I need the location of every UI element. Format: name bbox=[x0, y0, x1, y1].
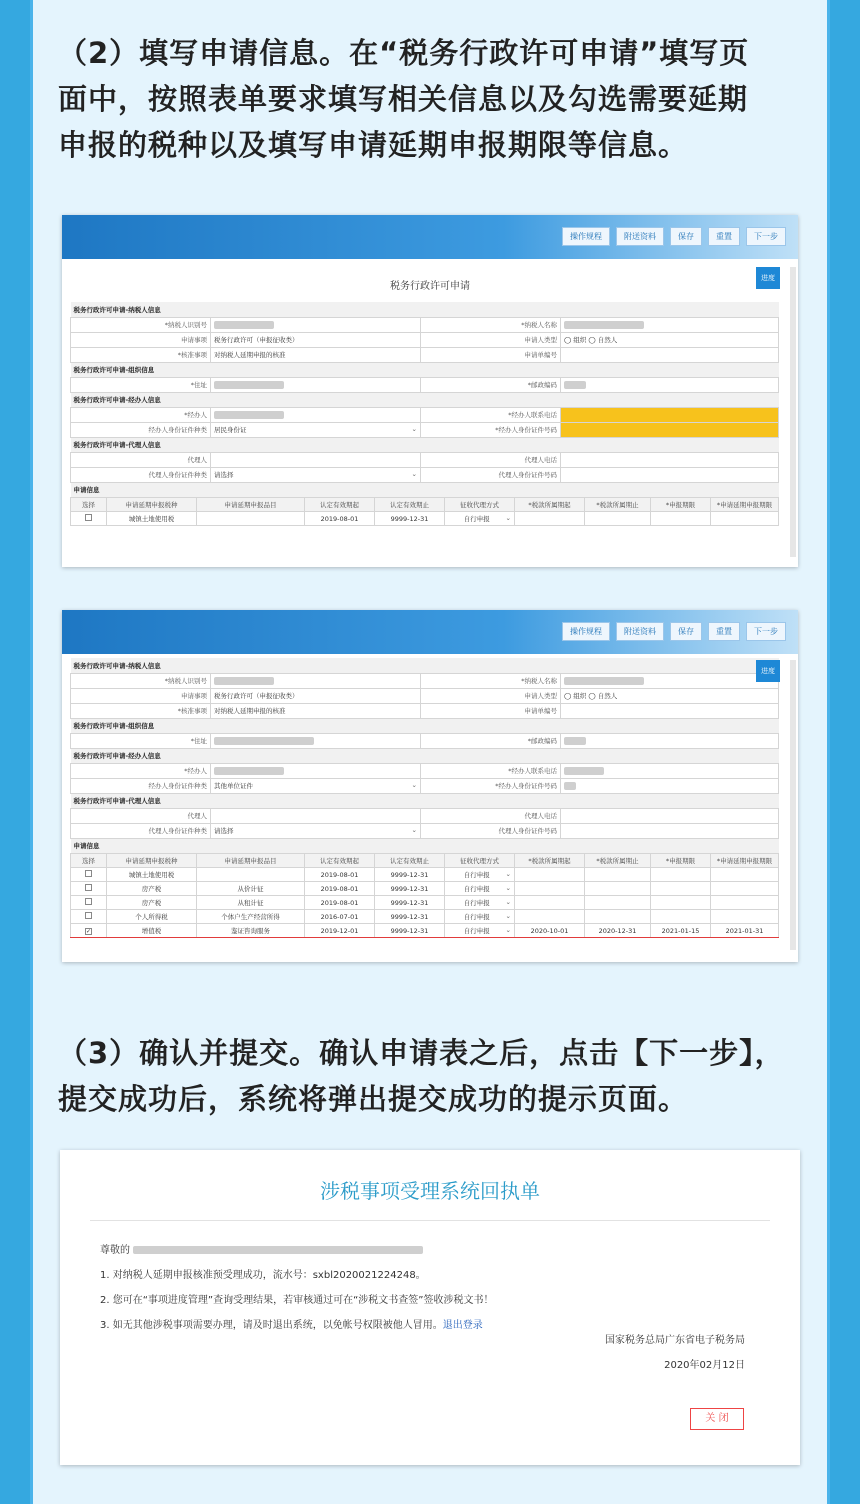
receipt-sign bbox=[605, 1328, 745, 1378]
receipt-greeting-row bbox=[100, 1238, 493, 1263]
table-cell: 2021-01-15 bbox=[651, 924, 711, 938]
proxy-field[interactable] bbox=[211, 808, 421, 823]
applicant-type-label: 申请人类型 bbox=[421, 332, 561, 347]
table-cell bbox=[651, 512, 711, 526]
col-header: 征收代理方式 bbox=[445, 854, 515, 868]
table-cell[interactable]: 自行申报 ⌄ bbox=[445, 868, 515, 882]
agent-id-type-label: 经办人身份证件种类 bbox=[71, 422, 211, 437]
step3-line2: 提交成功后，系统将弹出提交成功的提示页面。 bbox=[58, 1082, 689, 1116]
table-cell: 城镇土地使用税 bbox=[107, 512, 197, 526]
col-header: 征收代理方式 bbox=[445, 498, 515, 512]
address-field[interactable] bbox=[211, 377, 421, 392]
receipt-divider bbox=[90, 1220, 770, 1221]
address-label: *住址 bbox=[71, 377, 211, 392]
taxpayer-name-field[interactable] bbox=[561, 673, 779, 688]
agent-phone-label: *经办人联系电话 bbox=[421, 407, 561, 422]
table-cell: 2020-10-01 bbox=[515, 924, 585, 938]
proxy-phone-label: 代理人电话 bbox=[421, 452, 561, 467]
col-header: 认定有效期止 bbox=[375, 498, 445, 512]
section-proxy: 税务行政许可申请-代理人信息 bbox=[71, 793, 779, 808]
table-cell bbox=[651, 896, 711, 910]
table-cell bbox=[711, 512, 779, 526]
table-cell bbox=[585, 910, 651, 924]
col-header: *税款所属期止 bbox=[585, 854, 651, 868]
agent-phone-label: *经办人联系电话 bbox=[421, 763, 561, 778]
table-row bbox=[71, 512, 779, 526]
receipt-title: 涉税事项受理系统回执单 bbox=[320, 1179, 540, 1203]
table-cell bbox=[651, 882, 711, 896]
proxy-phone-label: 代理人电话 bbox=[421, 808, 561, 823]
table-row bbox=[71, 910, 779, 924]
proxy-id-type-label: 代理人身份证件种类 bbox=[71, 467, 211, 482]
radio-org-label: 组织 bbox=[573, 336, 587, 344]
step2-line3: 申报的税种以及填写申请延期申报期限等信息。 bbox=[58, 128, 689, 162]
agent-id-no-label: *经办人身份证件号码 bbox=[421, 778, 561, 793]
radio-natural-label: 自然人 bbox=[597, 692, 618, 700]
table-cell: 9999-12-31 bbox=[375, 882, 445, 896]
proxy-id-type-select[interactable]: 请选择 ⌄ bbox=[211, 467, 421, 482]
proxy-id-no-label: 代理人身份证件号码 bbox=[421, 823, 561, 838]
table-cell: 个体户生产经营所得 bbox=[197, 910, 305, 924]
apply-no-field bbox=[561, 703, 779, 718]
section-org: 税务行政许可申请-组织信息 bbox=[71, 718, 779, 733]
apply-no-label: 申请单编号 bbox=[421, 347, 561, 362]
row-checkbox[interactable] bbox=[71, 882, 107, 896]
row-checkbox[interactable] bbox=[71, 924, 107, 938]
table-cell: 2019-08-01 bbox=[305, 512, 375, 526]
section-apply: 申请信息 bbox=[71, 838, 779, 853]
col-header: *申报期限 bbox=[651, 854, 711, 868]
progress-button[interactable]: 进度 bbox=[756, 660, 780, 682]
table-row bbox=[71, 924, 779, 938]
receipt-body bbox=[100, 1238, 493, 1338]
agent-phone-field[interactable] bbox=[561, 763, 779, 778]
checkbox[interactable] bbox=[85, 912, 92, 919]
row-checkbox[interactable] bbox=[71, 512, 107, 526]
section-org: 税务行政许可申请-组织信息 bbox=[71, 362, 779, 377]
save-button[interactable]: 保存 bbox=[670, 227, 702, 246]
scrollbar[interactable] bbox=[790, 660, 796, 950]
approve-item-label: *核准事项 bbox=[71, 347, 211, 362]
taxpayer-name-label: *纳税人名称 bbox=[421, 317, 561, 332]
table-cell: 增值税 bbox=[107, 924, 197, 938]
agent-id-type-select[interactable]: 居民身份证 ⌄ bbox=[211, 422, 421, 437]
col-header: 认定有效期起 bbox=[305, 498, 375, 512]
proxy-label: 代理人 bbox=[71, 808, 211, 823]
table-cell bbox=[515, 910, 585, 924]
taxpayer-id-field[interactable] bbox=[211, 673, 421, 688]
table-cell: 9999-12-31 bbox=[375, 910, 445, 924]
col-header: *税款所属期止 bbox=[585, 498, 651, 512]
table-cell[interactable]: 自行申报 ⌄ bbox=[445, 910, 515, 924]
process-button[interactable]: 操作规程 bbox=[562, 227, 610, 246]
form-title: 税务行政许可申请 bbox=[390, 281, 470, 292]
reset-button[interactable]: 重置 bbox=[708, 622, 740, 641]
screenshot-form-2 bbox=[62, 610, 798, 962]
taxpayer-id-label: *纳税人识别号 bbox=[71, 317, 211, 332]
step3-text bbox=[58, 1030, 808, 1122]
col-header: *申请延期申报期限 bbox=[711, 498, 779, 512]
proxy-field[interactable] bbox=[211, 452, 421, 467]
table-cell: 房产税 bbox=[107, 882, 197, 896]
table-cell: 2021-01-31 bbox=[711, 924, 779, 938]
proxy-phone-field[interactable] bbox=[561, 452, 779, 467]
table-cell: 鉴证咨询服务 bbox=[197, 924, 305, 938]
table-cell: 2019-12-01 bbox=[305, 924, 375, 938]
col-header: 认定有效期起 bbox=[305, 854, 375, 868]
checkbox[interactable] bbox=[85, 898, 92, 905]
row-checkbox[interactable] bbox=[71, 868, 107, 882]
step3-line1: （3）确认并提交。确认申请表之后，点击【下一步】， bbox=[58, 1036, 785, 1070]
table-cell bbox=[515, 882, 585, 896]
table-cell: 房产税 bbox=[107, 896, 197, 910]
checkbox[interactable]: ✓ bbox=[86, 927, 92, 935]
taxpayer-id-label: *纳税人识别号 bbox=[71, 673, 211, 688]
radio-natural-label: 自然人 bbox=[597, 336, 618, 344]
approve-item-value: 对纳税人延期申报的核准 bbox=[211, 347, 421, 362]
table-cell[interactable]: 自行申报 ⌄ bbox=[445, 512, 515, 526]
receipt-line3: 3. 如无其他涉税事项需要办理，请及时退出系统，以免帐号权限被他人冒用。 bbox=[100, 1320, 443, 1331]
postcode-field[interactable] bbox=[561, 733, 779, 748]
agent-id-no-label: *经办人身份证件号码 bbox=[421, 422, 561, 437]
table-cell[interactable]: 自行申报 ⌄ bbox=[445, 896, 515, 910]
section-agent: 税务行政许可申请-经办人信息 bbox=[71, 748, 779, 763]
form-table-2 bbox=[70, 658, 779, 853]
step2-line2: 面中，按照表单要求填写相关信息以及勾选需要延期 bbox=[58, 82, 749, 116]
table-cell: 9999-12-31 bbox=[375, 868, 445, 882]
section-agent: 税务行政许可申请-经办人信息 bbox=[71, 392, 779, 407]
form-topbar bbox=[62, 215, 798, 259]
apply-item-label: 申请事项 bbox=[71, 688, 211, 703]
address-label: *住址 bbox=[71, 733, 211, 748]
section-taxpayer: 税务行政许可申请-纳税人信息 bbox=[71, 658, 779, 673]
apply-no-label: 申请单编号 bbox=[421, 703, 561, 718]
table-cell bbox=[515, 512, 585, 526]
col-header: 申请延期申报品目 bbox=[197, 498, 305, 512]
applicant-type-radio[interactable]: ◯ 组织 ◯ 自然人 bbox=[561, 688, 779, 703]
postcode-label: *邮政编码 bbox=[421, 377, 561, 392]
address-field[interactable] bbox=[211, 733, 421, 748]
table-cell bbox=[197, 868, 305, 882]
agent-id-type-select[interactable]: 其他单位证件 ⌄ bbox=[211, 778, 421, 793]
attach-button[interactable]: 附送资料 bbox=[616, 622, 664, 641]
table-row bbox=[71, 882, 779, 896]
table-cell bbox=[515, 896, 585, 910]
next-button[interactable]: 下一步 bbox=[746, 227, 786, 246]
approve-item-label: *核准事项 bbox=[71, 703, 211, 718]
form-topbar bbox=[62, 610, 798, 654]
col-header: 申请延期申报品目 bbox=[197, 854, 305, 868]
proxy-id-type-label: 代理人身份证件种类 bbox=[71, 823, 211, 838]
table-cell: 2019-08-01 bbox=[305, 868, 375, 882]
table-cell bbox=[585, 882, 651, 896]
proxy-label: 代理人 bbox=[71, 452, 211, 467]
table-cell bbox=[711, 910, 779, 924]
col-header: 选择 bbox=[71, 854, 107, 868]
table-cell bbox=[585, 512, 651, 526]
receipt-card bbox=[60, 1150, 800, 1465]
taxpayer-name-field[interactable] bbox=[561, 317, 779, 332]
table-cell: 个人所得税 bbox=[107, 910, 197, 924]
postcode-field[interactable] bbox=[561, 377, 779, 392]
save-button[interactable]: 保存 bbox=[670, 622, 702, 641]
receipt-org: 国家税务总局广东省电子税务局 bbox=[605, 1335, 745, 1346]
section-apply: 申请信息 bbox=[71, 482, 779, 497]
apply-item-label: 申请事项 bbox=[71, 332, 211, 347]
apply-table-1 bbox=[70, 497, 779, 526]
table-row bbox=[71, 868, 779, 882]
table-cell: 2019-08-01 bbox=[305, 882, 375, 896]
approve-item-value: 对纳税人延期申报的核准 bbox=[211, 703, 421, 718]
row-checkbox[interactable] bbox=[71, 910, 107, 924]
agent-field[interactable] bbox=[211, 407, 421, 422]
agent-id-type-label: 经办人身份证件种类 bbox=[71, 778, 211, 793]
table-cell bbox=[197, 512, 305, 526]
checkbox[interactable] bbox=[85, 870, 92, 877]
table-cell[interactable]: 自行申报 ⌄ bbox=[445, 924, 515, 938]
form-table bbox=[70, 302, 779, 497]
table-cell bbox=[585, 896, 651, 910]
step2-line1: （2）填写申请信息。在“税务行政许可申请”填写页 bbox=[58, 36, 750, 70]
taxpayer-id-field[interactable] bbox=[211, 317, 421, 332]
table-cell bbox=[711, 896, 779, 910]
checkbox[interactable] bbox=[85, 514, 92, 521]
progress-button[interactable]: 进度 bbox=[756, 267, 780, 289]
col-header: *申报期限 bbox=[651, 498, 711, 512]
proxy-id-type-select[interactable]: 请选择 ⌄ bbox=[211, 823, 421, 838]
table-cell: 2016-07-01 bbox=[305, 910, 375, 924]
applicant-type-label: 申请人类型 bbox=[421, 688, 561, 703]
receipt-line2: 2. 您可在“事项进度管理”查询受理结果，若审核通过可在“涉税文书查签”签收涉税文书！ bbox=[100, 1295, 494, 1306]
agent-id-no-field[interactable] bbox=[561, 422, 779, 437]
agent-id-no-field[interactable] bbox=[561, 778, 779, 793]
reset-button[interactable]: 重置 bbox=[708, 227, 740, 246]
agent-label: *经办人 bbox=[71, 763, 211, 778]
col-header: 申请延期申报税种 bbox=[107, 854, 197, 868]
agent-field[interactable] bbox=[211, 763, 421, 778]
next-button[interactable]: 下一步 bbox=[746, 622, 786, 641]
table-cell bbox=[711, 882, 779, 896]
table-cell: 9999-12-31 bbox=[375, 512, 445, 526]
proxy-id-no-label: 代理人身份证件号码 bbox=[421, 467, 561, 482]
process-button[interactable]: 操作规程 bbox=[562, 622, 610, 641]
proxy-id-no-field[interactable] bbox=[561, 467, 779, 482]
apply-item-value: 税务行政许可（申报征收类） bbox=[211, 332, 421, 347]
apply-no-field bbox=[561, 347, 779, 362]
table-cell bbox=[585, 868, 651, 882]
table-cell bbox=[651, 868, 711, 882]
logout-link[interactable]: 退出登录 bbox=[442, 1320, 483, 1331]
close-button[interactable]: 关 闭 bbox=[690, 1408, 744, 1430]
section-taxpayer: 税务行政许可申请-纳税人信息 bbox=[71, 302, 779, 317]
table-cell: 从租计征 bbox=[197, 896, 305, 910]
step2-text bbox=[58, 30, 808, 168]
screenshot-form-1 bbox=[62, 215, 798, 567]
table-cell: 2019-08-01 bbox=[305, 896, 375, 910]
table-cell: 9999-12-31 bbox=[375, 896, 445, 910]
table-cell: 9999-12-31 bbox=[375, 924, 445, 938]
table-cell: 城镇土地使用税 bbox=[107, 868, 197, 882]
applicant-type-radio[interactable]: ◯ 组织 ◯ 自然人 bbox=[561, 332, 779, 347]
attach-button[interactable]: 附送资料 bbox=[616, 227, 664, 246]
agent-phone-field[interactable] bbox=[561, 407, 779, 422]
receipt-greeting: 尊敬的 bbox=[100, 1245, 130, 1256]
section-proxy: 税务行政许可申请-代理人信息 bbox=[71, 437, 779, 452]
col-header: 认定有效期止 bbox=[375, 854, 445, 868]
proxy-id-no-field[interactable] bbox=[561, 823, 779, 838]
radio-org-label: 组织 bbox=[573, 692, 587, 700]
table-cell bbox=[711, 868, 779, 882]
scrollbar[interactable] bbox=[790, 267, 796, 557]
table-cell: 从价计征 bbox=[197, 882, 305, 896]
postcode-label: *邮政编码 bbox=[421, 733, 561, 748]
col-header: *申请延期申报期限 bbox=[711, 854, 779, 868]
proxy-phone-field[interactable] bbox=[561, 808, 779, 823]
table-cell[interactable]: 自行申报 ⌄ bbox=[445, 882, 515, 896]
col-header: 申请延期申报税种 bbox=[107, 498, 197, 512]
table-cell: 2020-12-31 bbox=[585, 924, 651, 938]
table-cell bbox=[651, 910, 711, 924]
col-header: 选择 bbox=[71, 498, 107, 512]
checkbox[interactable] bbox=[85, 884, 92, 891]
receipt-line1: 1. 对纳税人延期申报核准预受理成功，流水号：sxbl2020021224248。 bbox=[100, 1270, 426, 1281]
taxpayer-name-label: *纳税人名称 bbox=[421, 673, 561, 688]
apply-table-2 bbox=[70, 853, 779, 938]
table-row bbox=[71, 896, 779, 910]
agent-label: *经办人 bbox=[71, 407, 211, 422]
receipt-line3-row bbox=[100, 1313, 493, 1338]
col-header: *税款所属期起 bbox=[515, 854, 585, 868]
col-header: *税款所属期起 bbox=[515, 498, 585, 512]
apply-item-value: 税务行政许可（申报征收类） bbox=[211, 688, 421, 703]
row-checkbox[interactable] bbox=[71, 896, 107, 910]
receipt-date: 2020年02月12日 bbox=[664, 1360, 745, 1371]
table-cell bbox=[515, 868, 585, 882]
